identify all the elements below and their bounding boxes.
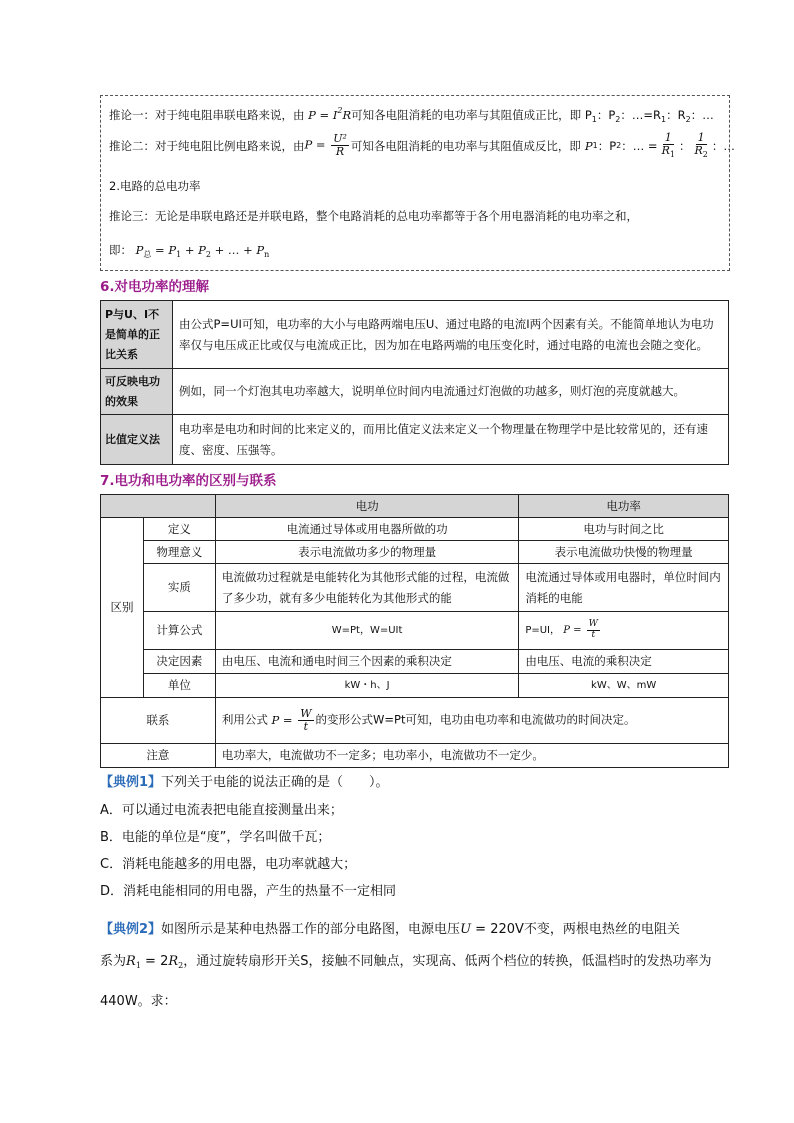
option-c: C．消耗电能越多的用电器，电功率就越大； (100, 857, 357, 872)
cell-work: 电流通过导体或用电器所做的功 (215, 518, 518, 541)
example-1-tag: 【典例1】 (100, 775, 162, 790)
deduction-two-text: 推论二：对于纯电阻比例电路来说，由 (109, 138, 305, 153)
deduction-box (100, 95, 735, 271)
group-label-diff: 区别 (101, 518, 144, 698)
row-text: 由公式P=UI可知，电功率的大小与电路两端电压U、通过电路的电流I两个因素有关。不能简单地认为电功率仅与电压成正比或仅与电流成正比，因为加在电路两端的电压变化时，通过电路的电流也会随之变化。 (173, 301, 729, 369)
table-row (101, 518, 729, 541)
cell-work: W=Pt，W=UIt (215, 612, 518, 650)
section-7-title: 7.电功和电功率的区别与联系 (100, 473, 277, 489)
table-row (101, 674, 729, 698)
row-label: P与U、I不是简单的正比关系 (101, 301, 173, 369)
row-text: 电功率是电功和时间的比来定义的，而用比值定义法来定义一个物理量在物理学中是比较常见的，还有速度、密度、压强等。 (173, 415, 729, 465)
row-label: 比值定义法 (101, 415, 173, 465)
header-work: 电功 (215, 495, 518, 518)
cell-work: 电流做功过程就是电能转化为其他形式能的过程，电流做了多少功，就有多少电能转化为其他形式的能 (215, 564, 518, 612)
fraction-one-over-r1: $\frac{1}{R_1}$ (661, 131, 675, 160)
option-a: A．可以通过电流表把电能直接测量出来； (100, 803, 343, 818)
table-row (101, 369, 729, 415)
deduction-one-rest: 可知各电阻消耗的电功率与其阻值成正比，即 P (351, 108, 592, 122)
deduction-one-text: 推论一：对于纯电阻串联电路来说，由 (109, 108, 305, 122)
row-label: 单位 (143, 674, 215, 698)
row-label: 可反映电功的效果 (101, 369, 173, 415)
cell-work: 表示电流做功多少的物理量 (215, 541, 518, 564)
power-understanding-table (100, 300, 729, 465)
section-6-title: 6.对电功率的理解 (100, 279, 210, 295)
cell-work: 由电压、电流和通电时间三个因素的乘积决定 (215, 650, 518, 674)
deduction-three: 推论三：无论是串联电路还是并联电路，整个电路消耗的总电功率都等于各个用电器消耗的电功率之和， (109, 209, 638, 223)
row-text: 例如，同一个灯泡其电功率越大，说明单位时间内电流通过灯泡做的功越多，则灯泡的亮度就越大。 (173, 369, 729, 415)
cell-power: 电流通过导体或用电器时，单位时间内消耗的电能 (519, 564, 729, 612)
row-label: 物理意义 (143, 541, 215, 564)
row-label: 计算公式 (143, 612, 215, 650)
example-2-tag: 【典例2】 (100, 922, 162, 937)
cell-link: 利用公式 P = $\frac{W}{t}$ 的变形公式W=Pt可知，电功由电功率和电流做功的时间决定。 (215, 698, 728, 744)
table-row (101, 744, 729, 768)
table-header-row (101, 495, 729, 518)
table-row (101, 415, 729, 465)
deduction-two-rest: 可知各电阻消耗的电功率与其阻值成反比，即 (350, 138, 581, 153)
work-power-compare-table (100, 494, 729, 768)
subheading-total-power: 2.电路的总电功率 (109, 179, 201, 193)
row-label: 实质 (143, 564, 215, 612)
cell-power: kW、W、mW (519, 674, 729, 698)
row-label-link: 联系 (101, 698, 216, 744)
formula-p-u2-over-r: P = $\frac{\text{U²}}{R}$ (304, 132, 347, 159)
deduction-one: 推论一：对于纯电阻串联电路来说，由 $P = I^2R$可知各电阻消耗的电功率与其阻值成正比，即 $P_1$：$P_2$：$\dots=R_1$：$R_2$：… (109, 106, 714, 124)
deduction-two: 推论二：对于纯电阻比例电路来说，由 P = $\frac{\text{U²}}{R}$ 可知各电阻消耗的电功率与其阻值成反比，即 P 1 ：P 2 ：… = $\frac{1}{R_1}$ ： $\frac{1}{R_2}$ ：… (109, 131, 735, 160)
table-row (101, 564, 729, 612)
example-2-line-1: 【典例2】如图所示是某种电热器工作的部分电路图，电源电压U = 220V不变，两根电热丝的电阻关 (100, 922, 680, 937)
table-row (101, 650, 729, 674)
table-row (101, 612, 729, 650)
example-1-question: 【典例1】下列关于电能的说法正确的是（ ）。 (100, 775, 389, 790)
table-row (101, 541, 729, 564)
cell-work: kW・h、J (215, 674, 518, 698)
cell-power: P=UI， P = $\frac{W}{t}$ (519, 612, 729, 650)
deduction-total-formula: 即： $P_总 = P_1 + P_2$ + … + $P_n$ (109, 243, 270, 259)
cell-power: 由电压、电流的乘积决定 (519, 650, 729, 674)
example-2-line-3: 440W。求： (100, 994, 177, 1009)
cell-note: 电功率大，电流做功不一定多；电功率小，电流做功不一定少。 (215, 744, 728, 768)
option-d: D．消耗电能相同的用电器，产生的热量不一定相同 (100, 884, 397, 899)
example-2-line-2: 系为$R_1 = 2R_2$，通过旋转扇形开关S，接触不同触点，实现高、低两个档位的转换，低温档时的发热功率为 (100, 954, 712, 970)
header-blank (101, 495, 216, 518)
option-b: B．电能的单位是“度”，学名叫做千瓦； (100, 830, 331, 845)
table-row (101, 698, 729, 744)
row-label: 决定因素 (143, 650, 215, 674)
header-power: 电功率 (519, 495, 729, 518)
cell-power: 电功与时间之比 (519, 518, 729, 541)
row-label-note: 注意 (101, 744, 216, 768)
formula-p-i2r: $P = I^2R$ (308, 106, 352, 122)
cell-power: 表示电流做功快慢的物理量 (519, 541, 729, 564)
table-row (101, 301, 729, 369)
row-label: 定义 (143, 518, 215, 541)
fraction-one-over-r2: $\frac{1}{R_2}$ (694, 131, 708, 160)
